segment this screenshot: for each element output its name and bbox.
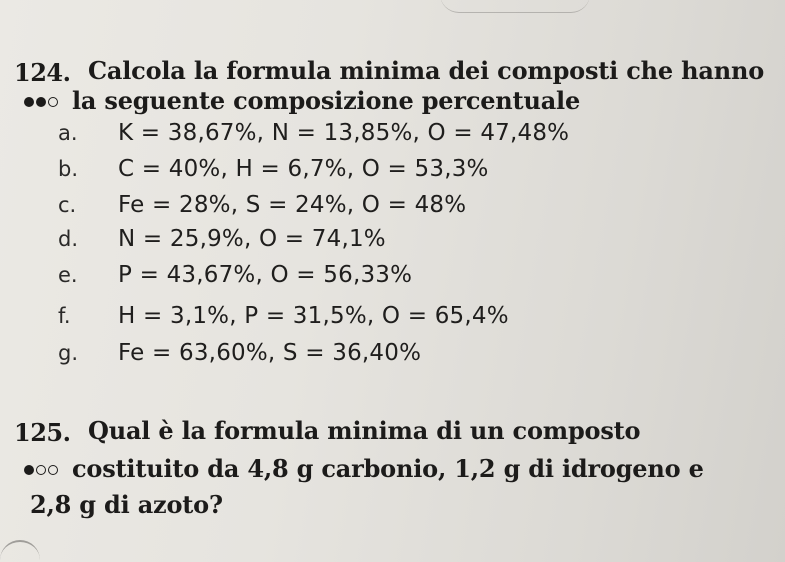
faint-bleed-through-mark [440,0,590,13]
list-item [58,120,569,146]
page-corner-mark [0,540,40,562]
difficulty-dot-empty-icon [36,465,46,475]
item-letter: c. [58,193,77,217]
list-item [58,340,421,366]
item-letter: b. [58,157,79,181]
exercise-124-difficulty [24,97,58,107]
item-formula: H = 3,1%, P = 31,5%, O = 65,4% [118,303,509,329]
exercise-124-prompt-line2: la seguente composizione percentuale [72,86,581,115]
list-item [58,156,489,182]
item-formula: N = 25,9%, O = 74,1% [118,226,386,252]
list-item [58,226,386,252]
item-formula: P = 43,67%, O = 56,33% [118,262,413,288]
difficulty-dot-empty-icon [48,465,58,475]
exercise-124-prompt-line1: Calcola la formula minima dei composti che hanno [88,56,765,85]
item-letter: a. [58,121,78,145]
item-letter: d. [58,227,79,251]
exercise-125-prompt-line1: Qual è la formula minima di un composto [88,416,641,445]
item-formula: Fe = 63,60%, S = 36,40% [118,340,422,366]
exercise-125-difficulty [24,465,58,475]
item-formula: C = 40%, H = 6,7%, O = 53,3% [118,156,489,182]
difficulty-dot-empty-icon [48,97,58,107]
item-letter: e. [58,263,78,287]
exercise-125-prompt-line3: 2,8 g di azoto? [30,490,223,519]
list-item [58,192,466,218]
item-formula: K = 38,67%, N = 13,85%, O = 47,48% [118,120,570,146]
exercise-125-number: 125. [14,418,71,447]
difficulty-dot-filled-icon [36,97,46,107]
list-item [58,262,412,288]
item-letter: g. [58,341,79,365]
difficulty-dot-filled-icon [24,465,34,475]
difficulty-dot-filled-icon [24,97,34,107]
item-formula: Fe = 28%, S = 24%, O = 48% [118,192,467,218]
exercise-125-prompt-line2: costituito da 4,8 g carbonio, 1,2 g di idrogeno e [72,454,704,483]
item-letter: f. [58,304,71,328]
exercise-124-number: 124. [14,58,71,87]
list-item [58,303,509,329]
